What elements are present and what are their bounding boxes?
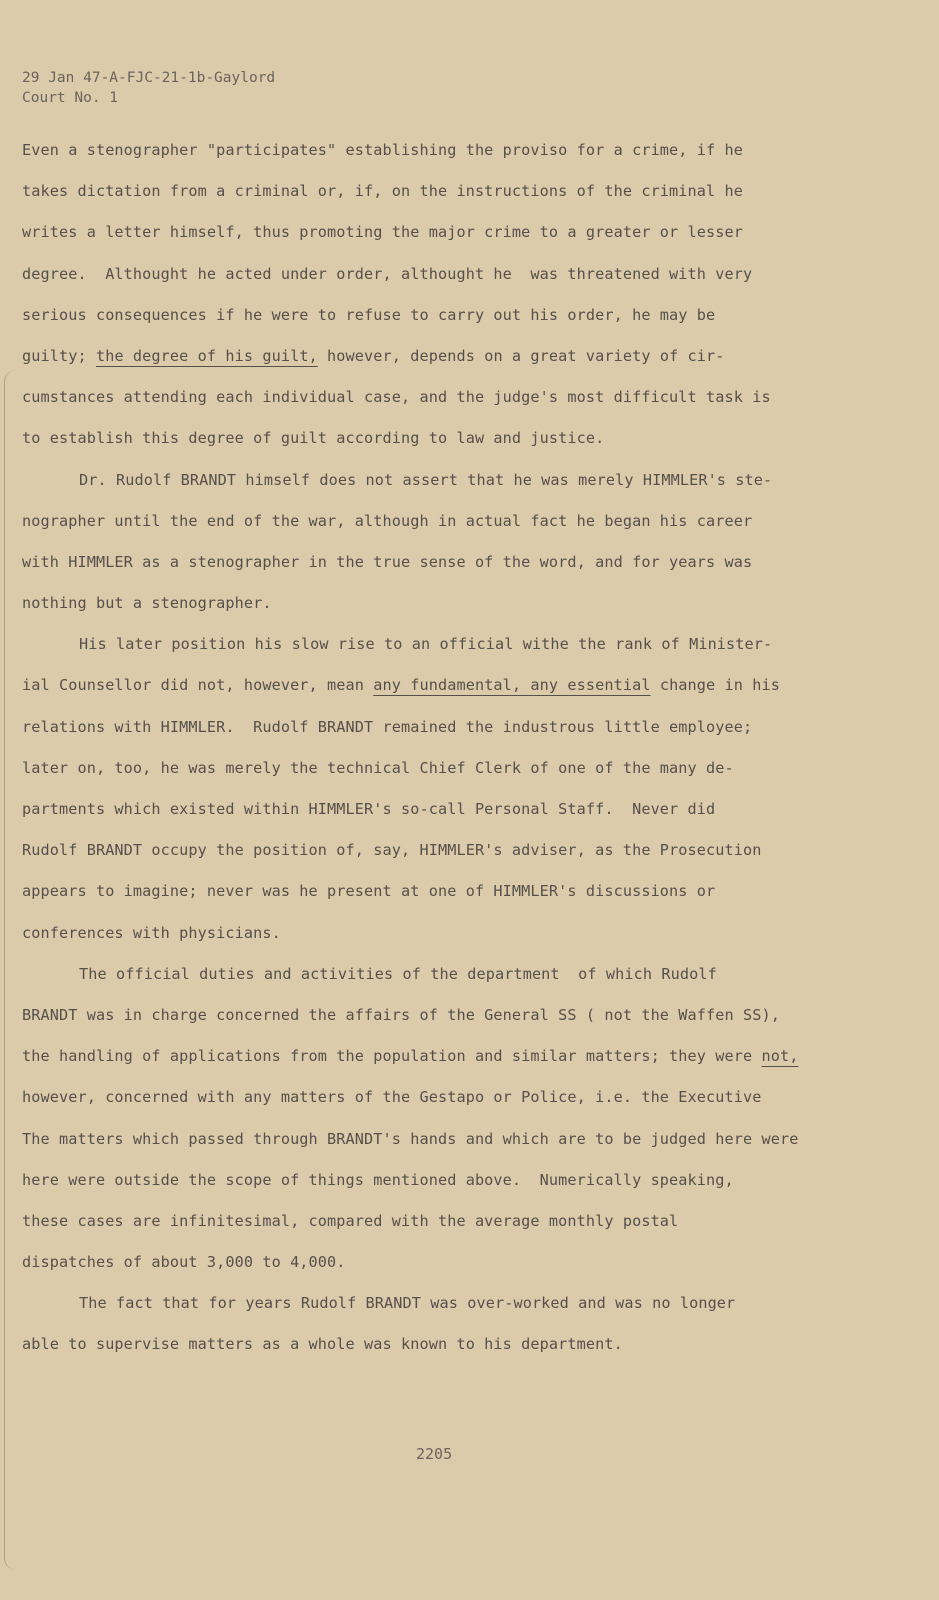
text-line: able to supervise matters as a whole was known to his department. (22, 1335, 623, 1354)
text-line: conferences with physicians. (22, 923, 281, 942)
text-line (22, 1036, 922, 1077)
text-line: nographer until the end of the war, although in actual fact he began his career (22, 511, 753, 530)
text-line: with HIMMLER as a stenographer in the true sense of the word, and for years was (22, 552, 753, 571)
paragraph-5 (22, 1283, 922, 1365)
paragraph-1 (22, 130, 922, 460)
text-line: to establish this degree of guilt according to law and justice. (22, 429, 605, 448)
text-line: The matters which passed through BRANDT's hands and which are to be judged here were (22, 1129, 799, 1148)
binding-edge-mark (4, 370, 19, 1570)
text-line: Even a stenographer "participates" establishing the proviso for a crime, if he (22, 141, 744, 159)
text-line: serious consequences if he were to refuse to carry out his order, he may be (22, 305, 716, 324)
text-line: here were outside the scope of things mentioned above. Numerically speaking, (22, 1170, 734, 1189)
text-line: partments which existed within HIMMLER's so-call Personal Staff. Never did (22, 800, 716, 818)
text-segment: the handling of applications from the population and similar matters; they were (22, 1047, 762, 1066)
text-line: BRANDT was in charge concerned the affairs of the General SS ( not the Waffen SS), (22, 1005, 780, 1024)
text-line: degree. Althought he acted under order, althought he was threatened with very (22, 264, 753, 283)
document-body (22, 130, 922, 1366)
text-line: relations with HIMMLER. Rudolf BRANDT remained the industrous little employee; (22, 717, 753, 736)
underlined-phrase: any fundamental, any essential (373, 676, 651, 695)
paragraph-3 (22, 624, 922, 954)
text-line: however, concerned with any matters of the Gestapo or Police, i.e. the Executive (22, 1088, 762, 1107)
text-line: Dr. Rudolf BRANDT himself does not assert that he was merely HIMMLER's ste- (79, 470, 773, 489)
text-line: His later position his slow rise to an official withe the rank of Minister- (79, 635, 773, 654)
text-line: appears to imagine; never was he present at one of HIMMLER's discussions or (22, 882, 716, 901)
text-line: cumstances attending each individual case, and the judge's most difficult task is (22, 388, 771, 407)
text-line: dispatches of about 3,000 to 4,000. (22, 1253, 346, 1272)
underlined-phrase: the degree of his guilt, (95, 346, 318, 365)
text-line: takes dictation from a criminal or, if, on the instructions of the criminal he (22, 182, 744, 201)
text-segment: guilty; (22, 346, 96, 365)
text-line: Rudolf BRANDT occupy the position of, say, HIMMLER's adviser, as the Prosecution (22, 841, 762, 860)
text-line: these cases are infinitesimal, compared with the average monthly postal (22, 1211, 679, 1230)
underlined-phrase: not, (761, 1047, 799, 1066)
text-line: later on, too, he was merely the technical Chief Clerk of one of the many de- (22, 758, 734, 777)
text-line (22, 336, 922, 377)
text-segment: change in his (650, 676, 780, 695)
document-header (22, 68, 275, 108)
paragraph-4 (22, 954, 922, 1284)
text-segment: however, depends on a great variety of cir- (317, 346, 725, 365)
page-number: 2205 (416, 1445, 453, 1463)
text-line: nothing but a stenographer. (22, 594, 272, 613)
text-line (22, 665, 922, 706)
text-line: The official duties and activities of the department of which Rudolf (79, 964, 717, 983)
header-court: Court No. 1 (22, 90, 119, 106)
text-line: The fact that for years Rudolf BRANDT was over-worked and was no longer (79, 1294, 736, 1313)
paragraph-2 (22, 460, 922, 625)
text-segment: ial Counsellor did not, however, mean (22, 676, 374, 695)
header-reference: 29 Jan 47-A-FJC-21-1b-Gaylord (22, 70, 276, 86)
text-line: writes a letter himself, thus promoting the major crime to a greater or lesser (22, 223, 744, 242)
